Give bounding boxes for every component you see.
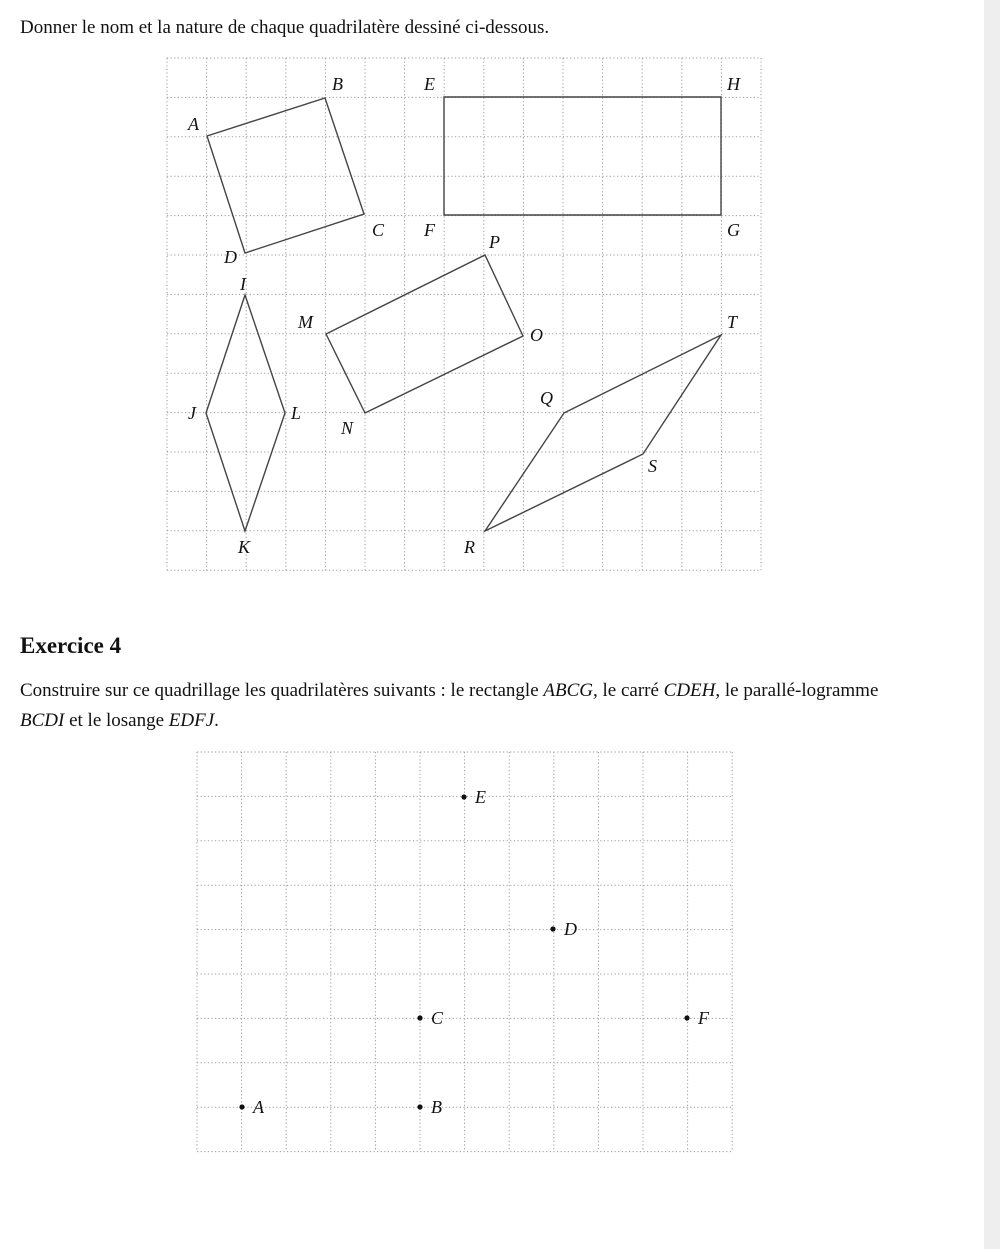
quad-name-abcg: ABCG: [543, 680, 593, 701]
figure1-labels: [187, 74, 741, 557]
vertex-label-p: P: [489, 232, 500, 252]
quad-name-edfj: EDFJ: [168, 710, 215, 731]
point-label-e: E: [475, 787, 486, 807]
point-d-marker: [550, 926, 555, 931]
vertex-label-r: R: [464, 537, 475, 557]
figure1-grid: [167, 58, 761, 570]
rectangle-efgh: [444, 97, 721, 215]
exercise-text-part: , le parallé-logramme: [715, 680, 879, 701]
point-label-b: B: [431, 1097, 442, 1117]
vertex-label-m: M: [298, 312, 313, 332]
quad-name-cdeh: CDEH: [663, 680, 716, 701]
point-c-marker: [417, 1015, 422, 1020]
quad-abcd: [207, 98, 364, 253]
point-label-a: A: [253, 1097, 264, 1117]
vertex-label-k: K: [238, 537, 251, 557]
exercise-text-part: Construire sur ce quadrillage les quadrilatères suivants : le rectangle: [20, 680, 544, 701]
exercise-text-part: .: [214, 710, 219, 731]
vertex-label-c: C: [372, 220, 385, 240]
point-f-marker: [684, 1015, 689, 1020]
vertex-label-s: S: [648, 456, 657, 476]
figure1-shapes: [206, 97, 721, 531]
quad-mnop: [326, 255, 523, 413]
vertex-label-t: T: [727, 312, 738, 332]
vertex-label-g: G: [727, 220, 740, 240]
vertex-label-o: O: [530, 325, 543, 345]
figure2-points: [239, 787, 710, 1117]
vertex-label-f: F: [424, 220, 435, 240]
question-instruction: Donner le nom et la nature de chaque quadrilatère dessiné ci-dessous.: [20, 17, 550, 38]
point-b-marker: [417, 1104, 422, 1109]
exercise-title: Exercice 4: [20, 633, 122, 658]
exercise-text-part: et le losange: [64, 710, 169, 731]
vertex-label-d: D: [224, 247, 237, 267]
vertex-label-a: A: [188, 114, 199, 134]
point-e-marker: [461, 794, 466, 799]
vertex-label-h: H: [727, 74, 740, 94]
figure2-grid: [197, 752, 732, 1152]
point-label-c: C: [431, 1008, 444, 1028]
vertex-label-i: I: [240, 274, 246, 294]
vertex-label-l: L: [291, 403, 302, 423]
point-label-d: D: [564, 919, 577, 939]
vertex-label-q: Q: [540, 388, 553, 408]
point-a-marker: [239, 1104, 244, 1109]
exercise-text-part: , le carré: [592, 680, 664, 701]
vertex-label-j: J: [188, 403, 196, 423]
vertex-label-e: E: [424, 74, 435, 94]
point-label-f: F: [698, 1008, 709, 1028]
vertex-label-b: B: [332, 74, 343, 94]
quad-name-bcdi: BCDI: [20, 710, 65, 731]
vertex-label-n: N: [341, 418, 354, 438]
